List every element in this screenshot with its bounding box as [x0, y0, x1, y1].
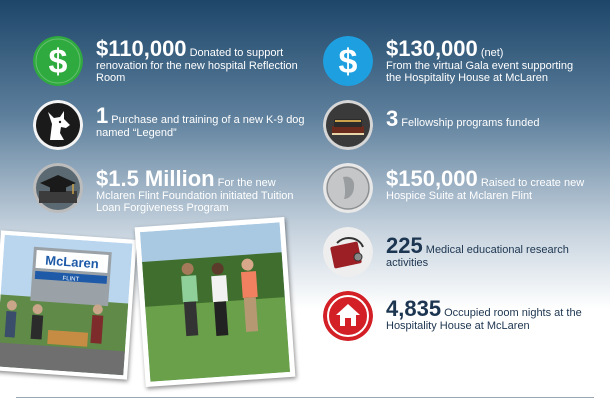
- stat-fellowships: [386, 108, 591, 130]
- divider: [16, 397, 594, 398]
- stat-description: Raised to create new Hospice Suite at Mclaren Flint: [386, 177, 585, 202]
- stat-description: Occupied room nights at the Hospitality House at McLaren: [386, 307, 582, 332]
- stat-110000: [96, 38, 306, 84]
- stat-130000: [386, 38, 591, 84]
- stat-amount: 1: [96, 103, 109, 128]
- photo-golfers: [135, 217, 296, 387]
- coin-icon: [323, 163, 373, 213]
- stat-amount: $110,000: [96, 36, 187, 61]
- graduation-icon: [33, 163, 83, 213]
- sign-text: McLaren: [44, 252, 100, 272]
- svg-text:$: $: [48, 43, 68, 81]
- stat-225: [386, 235, 591, 269]
- stat-tuition: [96, 168, 311, 214]
- stat-amount-suffix: (net): [477, 47, 504, 59]
- dollar-icon: [323, 36, 373, 86]
- photo-sign-group: [0, 230, 137, 379]
- stat-description: From the virtual Gala event supporting the Hospitality House at McLaren: [386, 60, 574, 84]
- dollar-icon: [33, 36, 83, 86]
- stat-150000: [386, 168, 591, 202]
- sign-subtext: FLINT: [62, 275, 80, 283]
- stat-description: Donated to support renovation for the new hospital Reflection Room: [96, 47, 298, 84]
- stat-description: For the new Mclaren Flint Foundation initiated Tuition Loan Forgiveness Program: [96, 177, 294, 214]
- stat-description: Purchase and training of a new K-9 dog named “Legend”: [96, 114, 305, 139]
- stat-k9: [96, 105, 306, 139]
- stat-amount: 225: [386, 233, 423, 258]
- stat-amount: $1.5 Million: [96, 166, 215, 191]
- stat-amount: 4,835: [386, 296, 442, 321]
- dog-icon: [33, 100, 83, 150]
- books-icon: [323, 100, 373, 150]
- stat-description: Medical educational research activities: [386, 244, 569, 269]
- stat-description: Fellowship programs funded: [398, 117, 540, 129]
- stat-amount: $150,000: [386, 166, 478, 191]
- svg-text:$: $: [338, 43, 358, 81]
- stat-amount: $130,000: [386, 36, 478, 61]
- stat-amount: 3: [386, 106, 399, 131]
- house-icon: [323, 291, 373, 341]
- stethoscope-icon: [323, 227, 373, 277]
- stat-4835: [386, 298, 591, 332]
